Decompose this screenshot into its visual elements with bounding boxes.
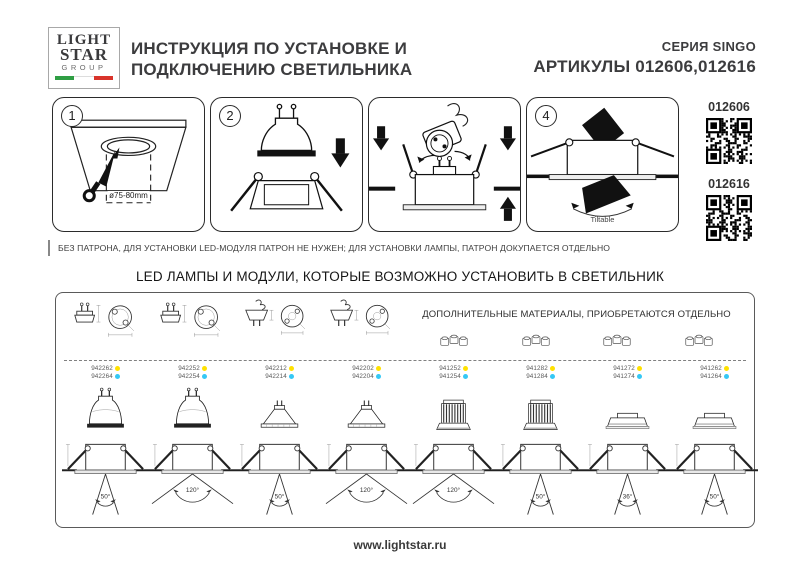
connector-icon	[684, 332, 714, 348]
article-code: 941262	[700, 364, 722, 372]
module-column-8	[671, 364, 758, 516]
article-code: 942202	[352, 364, 374, 372]
article-code: 941264	[700, 372, 722, 380]
title-line-1: ИНСТРУКЦИЯ ПО УСТАНОВКЕ И	[131, 39, 407, 58]
warm-white-dot	[724, 366, 729, 371]
compatibility-panel	[55, 292, 755, 528]
page-title	[131, 38, 412, 80]
qr-column	[697, 98, 761, 254]
tiltable-label: Tiltable	[590, 215, 615, 224]
articles-label: АРТИКУЛЫ 012606,012616	[533, 57, 756, 76]
fixture-beam-drawing	[149, 436, 236, 516]
hole-diameter-label: ø75-80mm	[109, 191, 148, 201]
article-code: 942252	[178, 364, 200, 372]
article-code: 942264	[91, 372, 113, 380]
fixture-beam-drawing	[62, 436, 149, 516]
warm-white-dot	[202, 366, 207, 371]
beam-angle-label: 50°	[100, 493, 111, 501]
cool-white-dot	[550, 374, 555, 379]
additional-materials	[405, 297, 748, 360]
led-module-drawing	[410, 380, 497, 436]
cool-white-dot	[289, 374, 294, 379]
fixture-beam-drawing	[323, 436, 410, 516]
beam-angle-label: 120°	[446, 486, 461, 494]
module-column-2	[149, 364, 236, 516]
qr-code	[706, 118, 752, 164]
gu10-base-drawing	[62, 297, 148, 360]
qr-code	[706, 195, 752, 241]
article-code: 941284	[526, 372, 548, 380]
warm-white-dot	[637, 366, 642, 371]
note-text: БЕЗ ПАТРОНА, ДЛЯ УСТАНОВКИ LED-МОДУЛЯ ПАТРОН НЕ НУЖЕН; ДЛЯ УСТАНОВКИ ЛАМПЫ, ПАТРОН ДОКУПАЕТСЯ ОТДЕЛЬНО	[48, 240, 764, 256]
cool-white-dot	[463, 374, 468, 379]
module-column-7	[584, 364, 671, 516]
gu10-lamp-drawing	[149, 380, 236, 436]
article-code: 941282	[526, 364, 548, 372]
attach-socket-drawing	[369, 98, 520, 231]
beam-angle-label: 50°	[709, 493, 720, 501]
flag-red	[94, 76, 113, 80]
fixture-beam-drawing	[497, 436, 584, 516]
article-code: 942214	[265, 372, 287, 380]
module-column-6	[497, 364, 584, 516]
qr-article-number: 012606	[708, 100, 750, 114]
cool-white-dot	[637, 374, 642, 379]
beam-angle-label: 120°	[185, 486, 200, 494]
step-panel-4	[526, 97, 679, 232]
warm-white-dot	[115, 366, 120, 371]
mr16-lamp-drawing	[236, 380, 323, 436]
beam-angle-label: 50°	[535, 493, 546, 501]
cool-white-dot	[115, 374, 120, 379]
mr16-lamp-drawing	[323, 380, 410, 436]
logo-word-group: GROUP	[61, 63, 107, 72]
beam-angle-label: 50°	[274, 493, 285, 501]
socket-header-row	[62, 297, 748, 359]
article-code: 941272	[613, 364, 635, 372]
italian-flag-stripe	[55, 76, 113, 80]
fixture-beam-drawing	[410, 436, 497, 516]
connector-icon	[521, 332, 551, 348]
cool-white-dot	[724, 374, 729, 379]
fixture-beam-drawing	[236, 436, 323, 516]
article-code: 941274	[613, 372, 635, 380]
beam-angle-label: 120°	[359, 486, 374, 494]
gu10-lamp-drawing	[62, 380, 149, 436]
dashed-divider	[64, 360, 746, 361]
header-meta	[533, 39, 756, 77]
warm-white-dot	[289, 366, 294, 371]
article-code: 941252	[439, 364, 461, 372]
step-number-badge: 2	[219, 105, 241, 127]
footer-url: www.lightstar.ru	[353, 538, 447, 552]
mr16-holder-drawing	[234, 297, 320, 360]
article-code: 941254	[439, 372, 461, 380]
beam-angle-label: 36°	[622, 493, 633, 501]
title-line-2: ПОДКЛЮЧЕНИЮ СВЕТИЛЬНИКА	[131, 60, 413, 79]
qr-article-number: 012616	[708, 177, 750, 191]
module-column-3	[236, 364, 323, 516]
module-column-1	[62, 364, 149, 516]
warm-white-dot	[463, 366, 468, 371]
flat-module-drawing	[671, 380, 758, 436]
flag-green	[55, 76, 74, 80]
fixture-beam-drawing	[671, 436, 758, 516]
flat-module-drawing	[584, 380, 671, 436]
cool-white-dot	[376, 374, 381, 379]
led-module-drawing	[497, 380, 584, 436]
step-panel-3	[368, 97, 521, 232]
series-label: СЕРИЯ SINGO	[661, 39, 756, 54]
connector-icon	[439, 332, 469, 348]
step-panel-2	[210, 97, 363, 232]
article-code: 942254	[178, 372, 200, 380]
installation-steps	[52, 97, 679, 232]
module-column-4	[323, 364, 410, 516]
flag-white	[74, 76, 93, 80]
warm-white-dot	[550, 366, 555, 371]
article-code: 942212	[265, 364, 287, 372]
additional-materials-title: ДОПОЛНИТЕЛЬНЫЕ МАТЕРИАЛЫ, ПРИОБРЕТАЮТСЯ ОТДЕЛЬНО	[422, 309, 731, 320]
article-code: 942262	[91, 364, 113, 372]
logo-word-light: LIGHT	[56, 32, 112, 48]
step-number-badge: 4	[535, 105, 557, 127]
connector-icons-row	[405, 332, 748, 348]
cool-white-dot	[202, 374, 207, 379]
connector-icon	[602, 332, 632, 348]
logo-word-star: STAR	[59, 45, 109, 64]
step-panel-1	[52, 97, 205, 232]
article-code: 942204	[352, 372, 374, 380]
mr16-holder-drawing	[319, 297, 405, 360]
compatibility-title: LED ЛАМПЫ И МОДУЛИ, КОТОРЫЕ ВОЗМОЖНО УСТАНОВИТЬ В СВЕТИЛЬНИК	[135, 269, 665, 284]
lightstar-logo	[48, 27, 120, 89]
fixture-beam-drawing	[584, 436, 671, 516]
gu10-base-drawing	[148, 297, 234, 360]
warm-white-dot	[376, 366, 381, 371]
module-columns	[62, 364, 748, 516]
step-number-badge: 1	[61, 105, 83, 127]
module-column-5	[410, 364, 497, 516]
